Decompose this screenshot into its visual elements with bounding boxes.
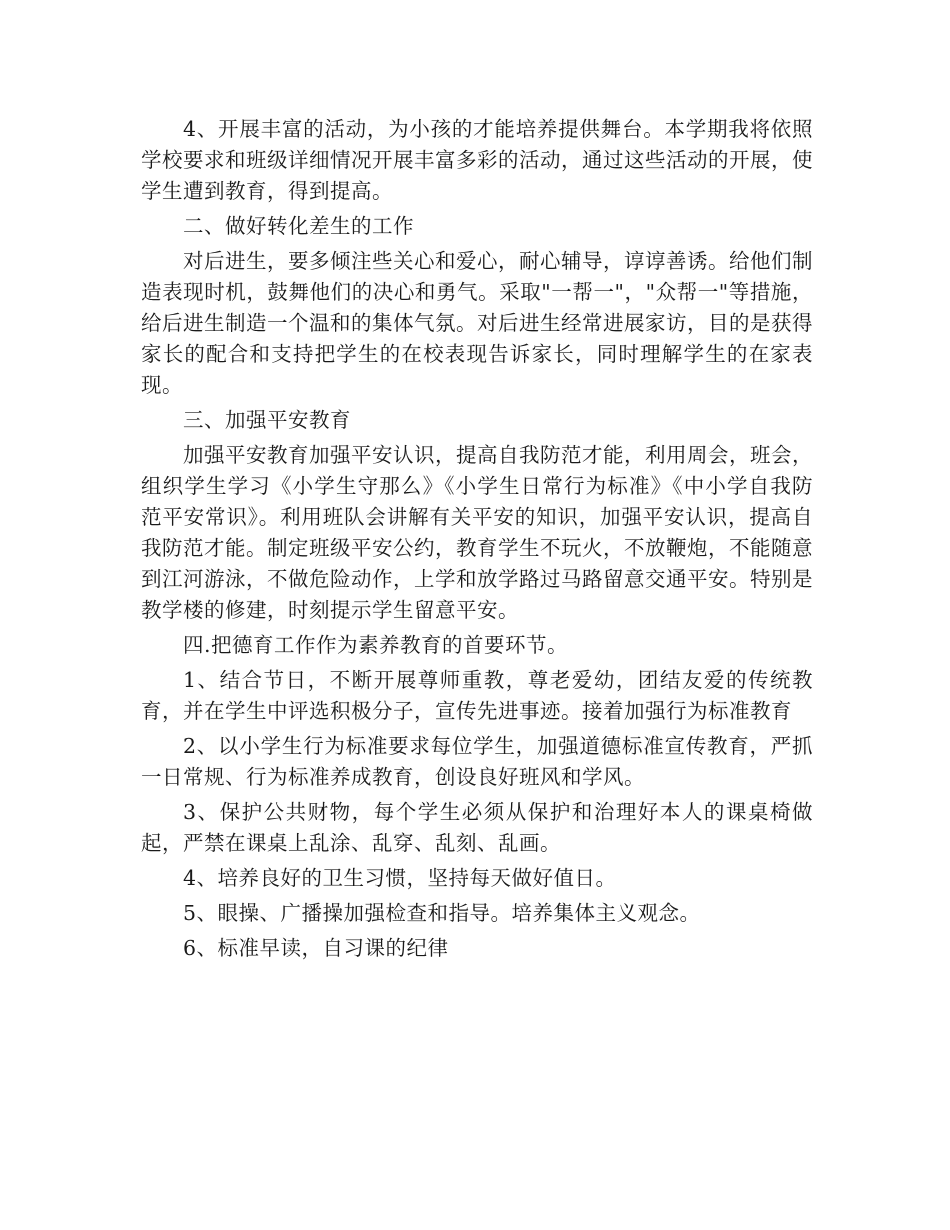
paragraph-activities: 4、开展丰富的活动，为小孩的才能培养提供舞台。本学期我将依照学校要求和班级详细情况开展丰富多彩的活动，通过这些活动的开展，使学生遭到教育，得到提高。 <box>141 117 813 203</box>
list-item-4: 4、培养良好的卫生习惯，坚持每天做好值日。 <box>183 866 617 890</box>
paragraph-safety: 加强平安教育加强平安认识，提高自我防范才能，利用周会，班会，组织学生学习《小学生守那么》《小学生日常行为标准》《中小学自我防范平安常识》。利用班队会讲解有关平安的知识，加强平安认识，提高自我防范才能。制定班级平安公约，教育学生不玩火，不放鞭炮，不能随意到江河游泳，不做危险动作，上学和放学路过马路留意交通平安。特别是教学楼的修建，时刻提示学生留意平安。 <box>141 443 813 622</box>
heading-section-4: 四.把德育工作作为素养教育的首要环节。 <box>183 633 569 657</box>
list-item-1: 1、结合节日，不断开展尊师重教，尊老爱幼，团结友爱的传统教育，并在学生中评选积极分子，宣传先进事迹。接着加强行为标准教育 <box>141 668 813 723</box>
list-item-3: 3、保护公共财物，每个学生必须从保护和治理好本人的课桌椅做起，严禁在课桌上乱涂、乱穿、乱刻、乱画。 <box>141 800 813 855</box>
heading-section-2: 二、做好转化差生的工作 <box>183 214 414 238</box>
list-item-2: 2、以小学生行为标准要求每位学生，加强道德标准宣传教育，严抓一日常规、行为标准养成教育，创设良好班风和学风。 <box>141 734 813 789</box>
heading-section-3: 三、加强平安教育 <box>183 408 351 432</box>
list-item-5: 5、眼操、广播操加强检查和指导。培养集体主义观念。 <box>183 901 701 925</box>
paragraph-underachievers: 对后进生，要多倾注些关心和爱心，耐心辅导，谆谆善诱。给他们制造表现时机，鼓舞他们的决心和勇气。采取"一帮一"，"众帮一"等措施，给后进生制造一个温和的集体气氛。对后进生经常进展家访，目的是获得家长的配合和支持把学生的在校表现告诉家长，同时理解学生的在家表现。 <box>141 249 813 397</box>
document-body <box>141 114 813 968</box>
list-item-6: 6、标准早读，自习课的纪律 <box>183 936 449 960</box>
